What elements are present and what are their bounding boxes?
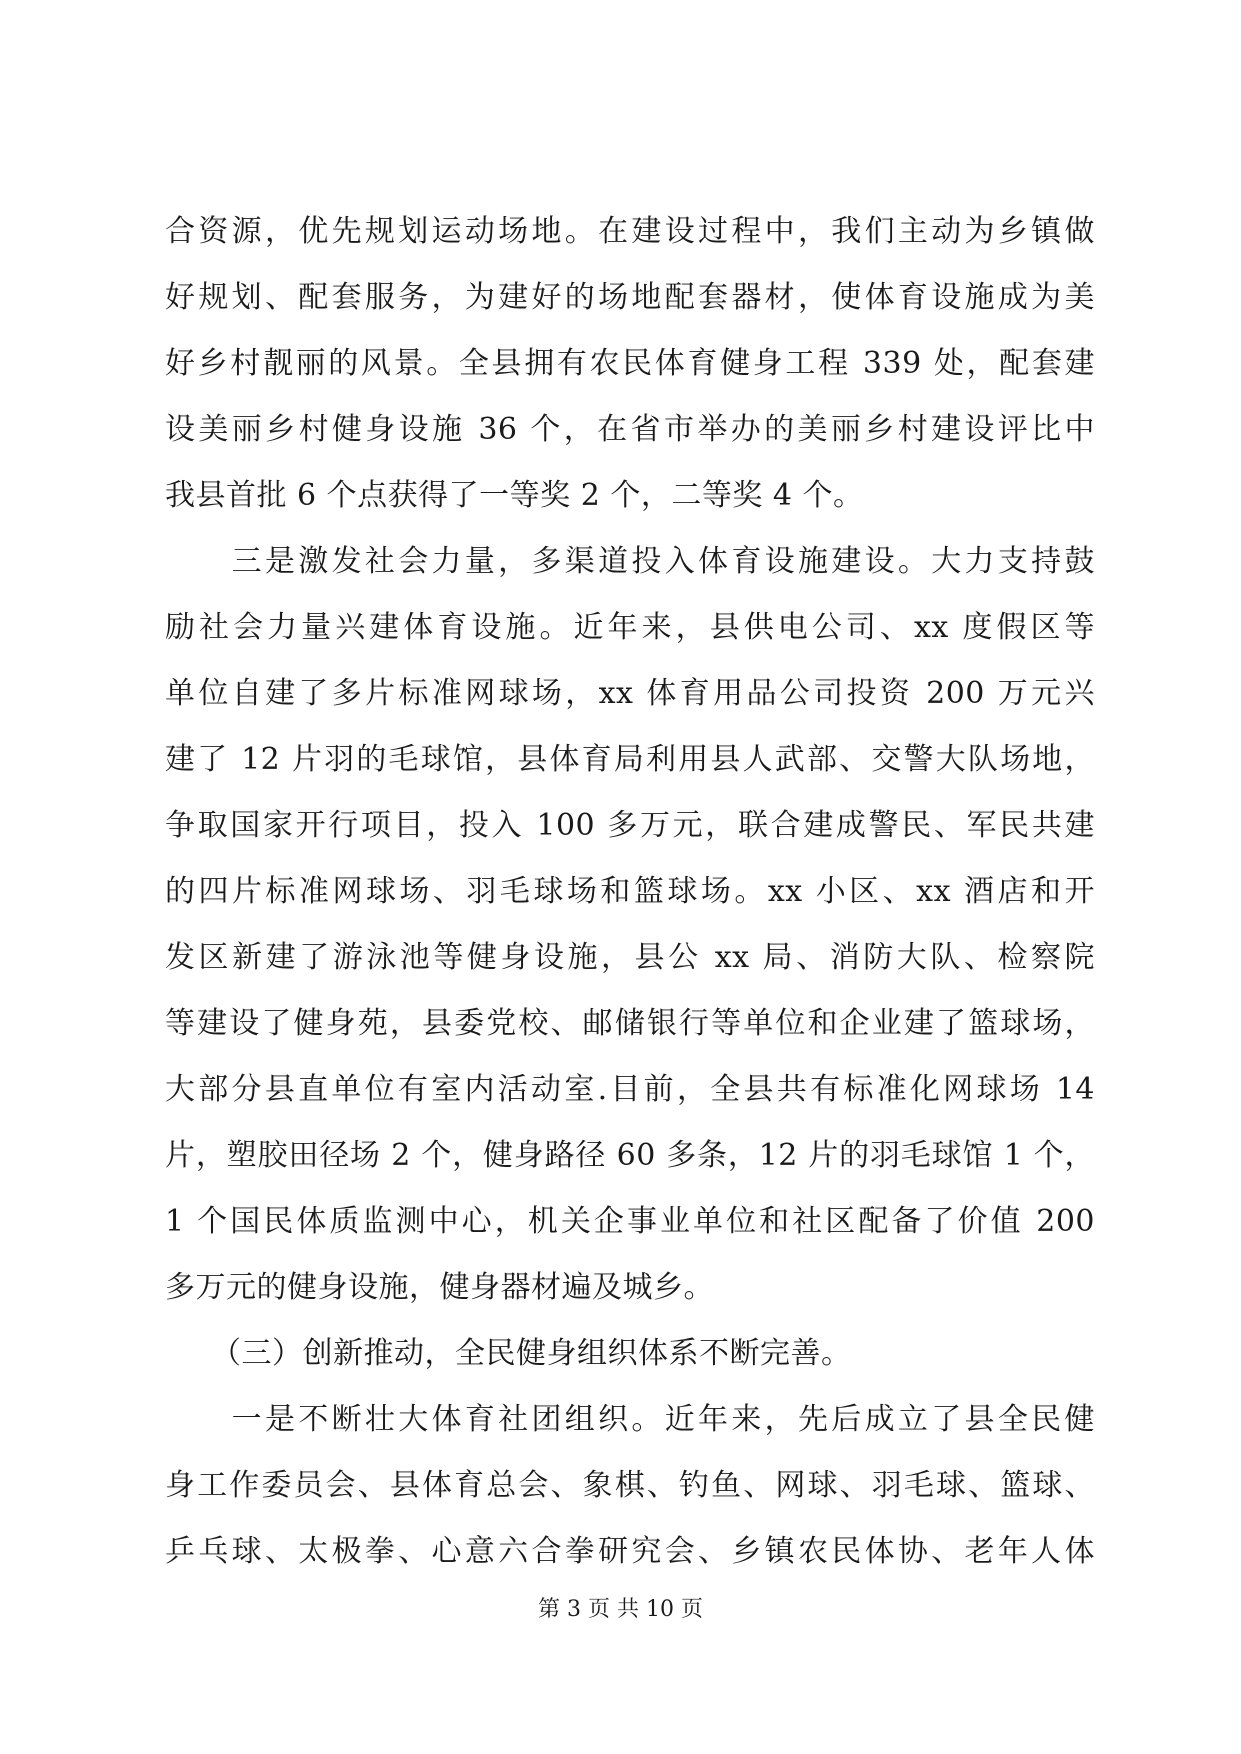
body-text-line: 多万元的健身设施，健身器材遍及城乡。 (165, 1270, 714, 1305)
page-number-footer: 第 3 页 共 10 页 (538, 1597, 703, 1622)
body-text-line: 好规划、配套服务，为建好的场地配套器材，使体育设施成为美 (165, 280, 1095, 315)
body-text-line: 发区新建了游泳池等健身设施，县公 xx 局、消防大队、检察院 (165, 940, 1095, 975)
body-text-line: 单位自建了多片标准网球场，xx 体育用品公司投资 200 万元兴 (165, 676, 1095, 711)
body-text-line: 励社会力量兴建体育设施。近年来，县供电公司、xx 度假区等 (165, 610, 1095, 645)
body-text-line: 设美丽乡村健身设施 36 个，在省市举办的美丽乡村建设评比中 (165, 412, 1095, 447)
body-text-line: 的四片标准网球场、羽毛球场和篮球场。xx 小区、xx 酒店和开 (165, 874, 1095, 909)
body-text-line: 等建设了健身苑，县委党校、邮储银行等单位和企业建了篮球场， (165, 1006, 1095, 1041)
body-text-line: 乒乓球、太极拳、心意六合拳研究会、乡镇农民体协、老年人体 (165, 1534, 1095, 1569)
body-text-line: 好乡村靓丽的风景。全县拥有农民体育健身工程 339 处，配套建 (165, 346, 1095, 381)
body-text-line: 大部分县直单位有室内活动室.目前，全县共有标准化网球场 14 (165, 1072, 1095, 1107)
body-text-line: 我县首批 6 个点获得了一等奖 2 个，二等奖 4 个。 (165, 478, 864, 513)
section-heading: （三）创新推动，全民健身组织体系不断完善。 (165, 1336, 852, 1371)
body-text-line: 1 个国民体质监测中心，机关企事业单位和社区配备了价值 200 (165, 1204, 1095, 1239)
body-text-line: 合资源，优先规划运动场地。在建设过程中，我们主动为乡镇做 (165, 214, 1095, 249)
body-text-line: 片，塑胶田径场 2 个，健身路径 60 多条，12 片的羽毛球馆 1 个， (165, 1138, 1095, 1173)
body-text-line: 一是不断壮大体育社团组织。近年来，先后成立了县全民健 (165, 1402, 1095, 1437)
body-text-line: 争取国家开行项目，投入 100 多万元，联合建成警民、军民共建 (165, 808, 1095, 843)
body-text-line: 三是激发社会力量，多渠道投入体育设施建设。大力支持鼓 (165, 544, 1095, 579)
body-text-line: 建了 12 片羽的毛球馆，县体育局利用县人武部、交警大队场地， (165, 742, 1095, 777)
body-text-line: 身工作委员会、县体育总会、象棋、钓鱼、网球、羽毛球、篮球、 (165, 1468, 1095, 1503)
